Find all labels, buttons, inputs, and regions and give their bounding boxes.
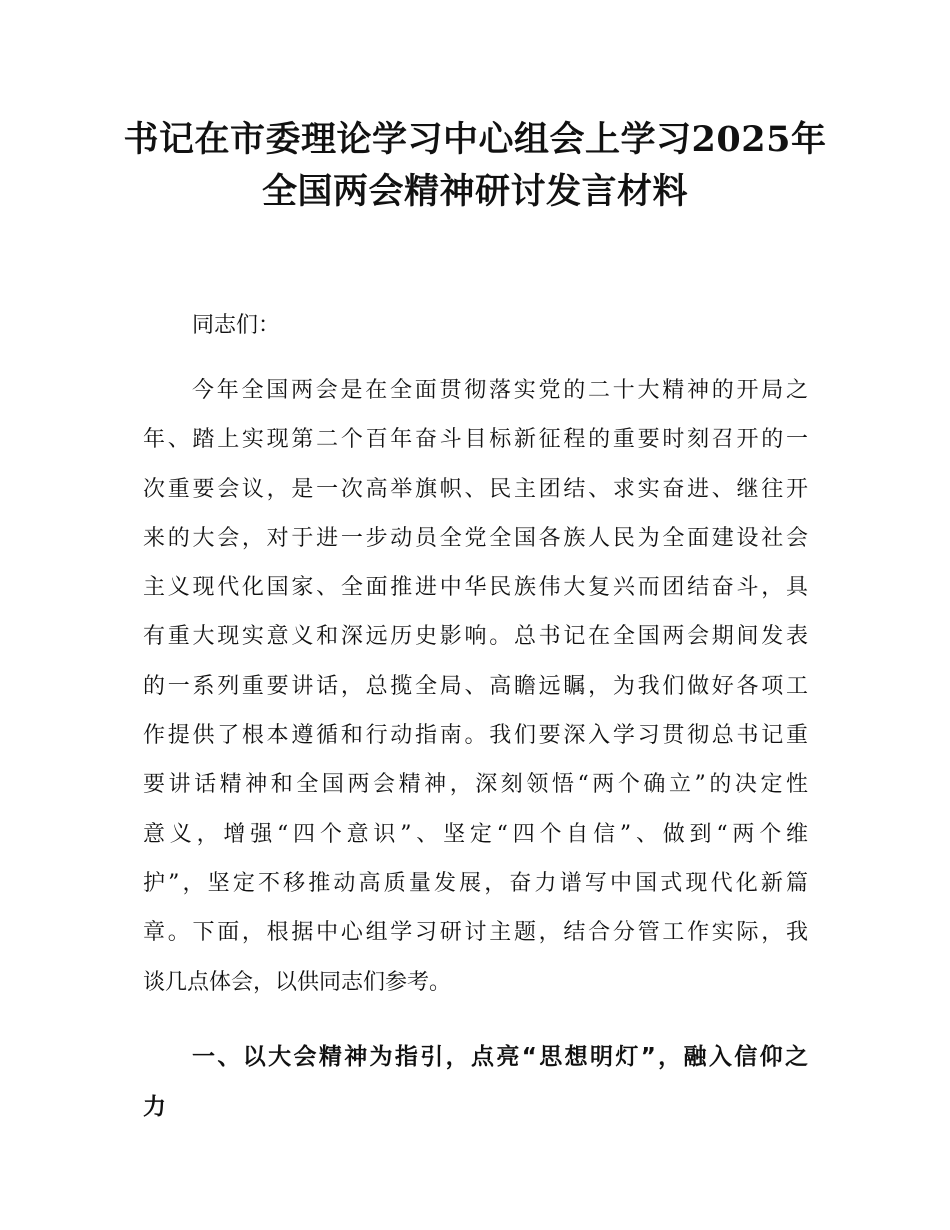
intro-paragraph bbox=[143, 366, 808, 1007]
paragraph-line: 今年全国两会是在全面贯彻落实党的二十大精神的开局之 bbox=[192, 378, 808, 403]
paragraph-line: 年、踏上实现第二个百年奋斗目标新征程的重要时刻召开的一 bbox=[143, 427, 808, 453]
paragraph-line: 要讲话精神和全国两会精神，深刻领悟“两个确立”的决定性 bbox=[143, 772, 808, 798]
document-title bbox=[110, 114, 840, 218]
paragraph-line: 护”，坚定不移推动高质量发展，奋力谱写中国式现代化新篇 bbox=[143, 870, 808, 896]
heading-line-2: 力 bbox=[143, 1094, 166, 1120]
title-line-2: 全国两会精神研讨发言材料 bbox=[261, 171, 688, 212]
paragraph-line: 的一系列重要讲话，总揽全局、高瞻远瞩，为我们做好各项工 bbox=[143, 673, 808, 699]
salutation: 同志们： bbox=[192, 313, 281, 338]
paragraph-line: 意义，增强“四个意识”、坚定“四个自信”、做到“两个维 bbox=[143, 821, 808, 847]
paragraph-line: 章。下面，根据中心组学习研讨主题，结合分管工作实际，我 bbox=[143, 920, 808, 946]
heading-line-1: 一、以大会精神为指引，点亮“思想明灯”，融入信仰之 bbox=[192, 1044, 808, 1070]
paragraph-line: 主义现代化国家、全面推进中华民族伟大复兴而团结奋斗，具 bbox=[143, 575, 808, 601]
section-1-heading bbox=[143, 1032, 808, 1132]
paragraph-line-last: 谈几点体会，以供同志们参考。 bbox=[143, 969, 452, 995]
paragraph-line: 作提供了根本遵循和行动指南。我们要深入学习贯彻总书记重 bbox=[143, 723, 808, 749]
title-line-1: 书记在市委理论学习中心组会上学习2025年 bbox=[123, 119, 827, 160]
paragraph-line: 来的大会，对于进一步动员全党全国各族人民为全面建设社会 bbox=[143, 525, 808, 551]
paragraph-line: 有重大现实意义和深远历史影响。总书记在全国两会期间发表 bbox=[143, 624, 808, 650]
paragraph-line: 次重要会议，是一次高举旗帜、民主团结、求实奋进、继往开 bbox=[143, 476, 808, 502]
